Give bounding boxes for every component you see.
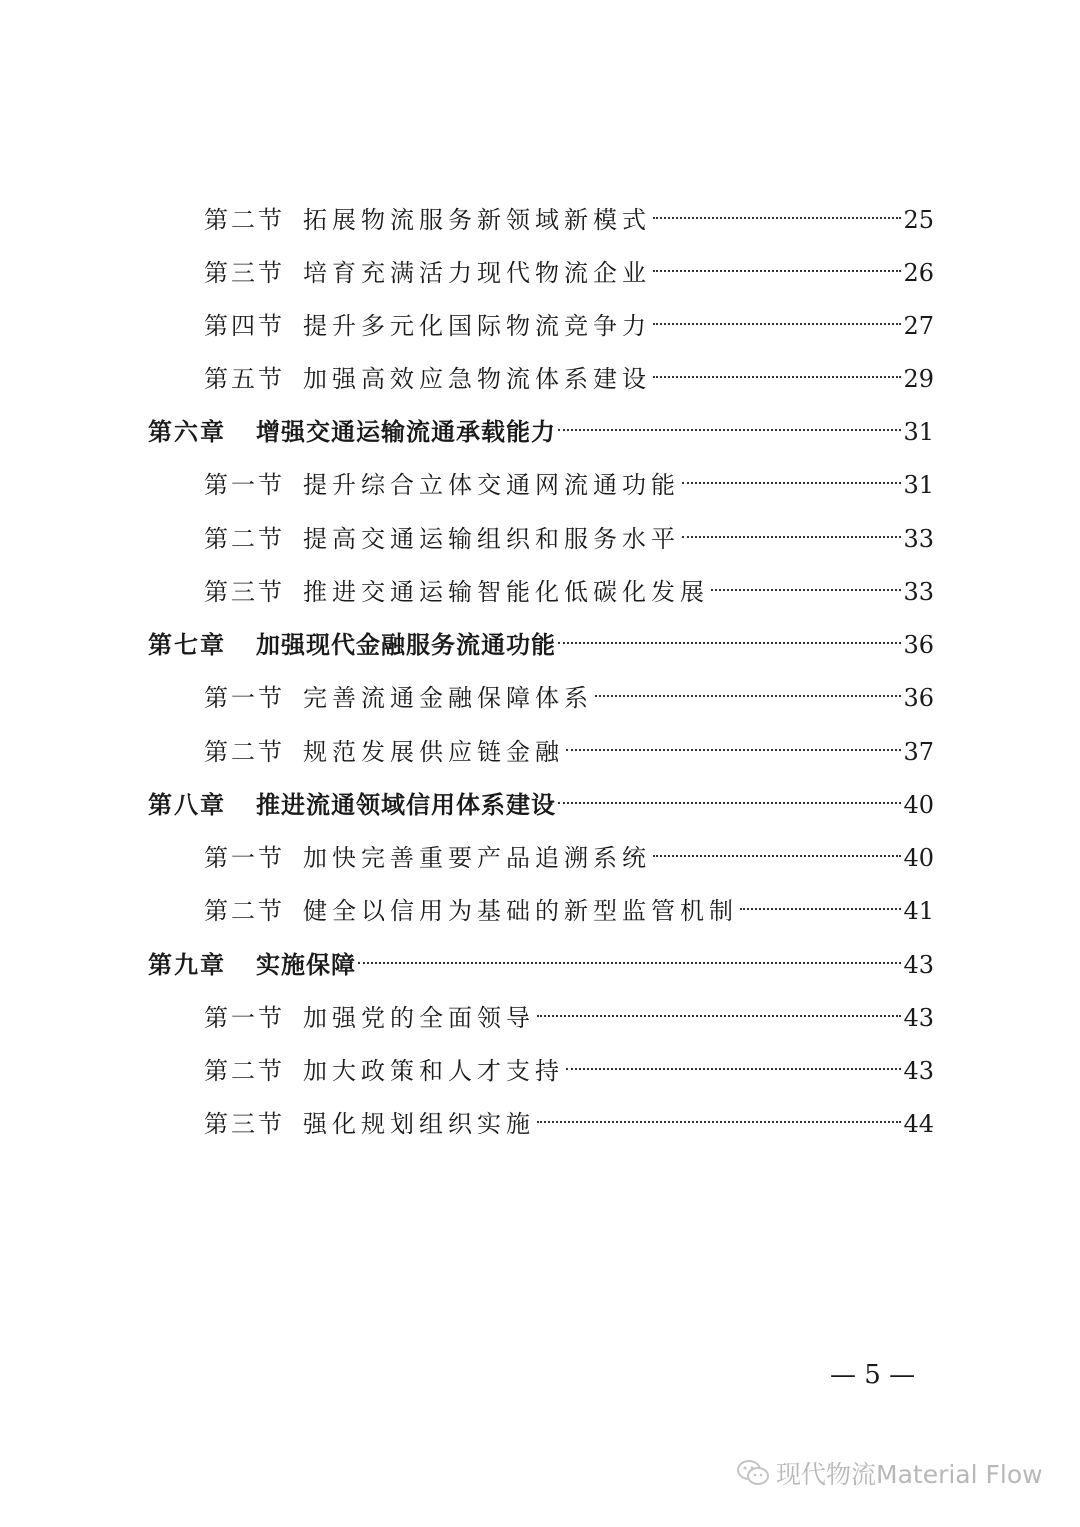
toc-chapter-prefix: 第八章 xyxy=(148,791,226,819)
dot-leader xyxy=(653,347,901,387)
dot-leader xyxy=(711,560,901,600)
toc-entry-prefix: 第一节 xyxy=(204,844,285,872)
toc-entry xyxy=(204,453,934,499)
dot-leader xyxy=(653,294,901,334)
dot-leader xyxy=(566,720,901,760)
dot-leader xyxy=(558,400,901,440)
toc-entry-prefix: 第三节 xyxy=(204,259,285,287)
toc-entry-page: 33 xyxy=(903,578,934,606)
toc-entry-title: 规范发展供应链金融 xyxy=(303,738,564,766)
toc-entry-prefix: 第三节 xyxy=(204,1110,285,1138)
toc-entry-prefix: 第四节 xyxy=(204,312,285,340)
toc-entry-page: 25 xyxy=(903,206,934,234)
toc-entry-title: 推进交通运输智能化低碳化发展 xyxy=(303,578,709,606)
dot-leader xyxy=(682,507,901,547)
toc-entry-page: 40 xyxy=(903,844,934,872)
toc-chapter xyxy=(148,773,934,819)
toc-entry-page: 31 xyxy=(903,471,934,499)
toc-chapter-title: 推进流通领域信用体系建设 xyxy=(256,791,556,819)
toc-entry-prefix: 第二节 xyxy=(204,897,285,925)
toc-entry-prefix: 第二节 xyxy=(204,738,285,766)
toc-entry-page: 43 xyxy=(903,1057,934,1085)
toc-entry-title: 健全以信用为基础的新型监管机制 xyxy=(303,897,738,925)
dot-leader xyxy=(653,241,901,281)
toc-entry-prefix: 第五节 xyxy=(204,365,285,393)
toc-entry-title: 拓展物流服务新领域新模式 xyxy=(303,206,651,234)
toc-entry-title: 完善流通金融保障体系 xyxy=(303,684,593,712)
toc-entry-prefix: 第二节 xyxy=(204,206,285,234)
toc-chapter-title: 加强现代金融服务流通功能 xyxy=(256,631,556,659)
dot-leader xyxy=(653,188,901,228)
toc-entry-page: 29 xyxy=(903,365,934,393)
watermark xyxy=(736,1455,1043,1491)
toc-chapter-prefix: 第九章 xyxy=(148,951,226,979)
toc-entry xyxy=(204,507,934,553)
toc-entry-prefix: 第一节 xyxy=(204,684,285,712)
dot-leader xyxy=(653,826,901,866)
toc-chapter-page: 36 xyxy=(903,631,934,659)
toc-chapter-prefix: 第七章 xyxy=(148,631,226,659)
dot-leader xyxy=(740,879,901,919)
dot-leader xyxy=(558,613,901,653)
toc-entry-title: 培育充满活力现代物流企业 xyxy=(303,259,651,287)
toc-entry-page: 33 xyxy=(903,525,934,553)
dot-leader xyxy=(566,1039,901,1079)
toc-entry xyxy=(204,986,934,1032)
toc-entry-prefix: 第一节 xyxy=(204,1004,285,1032)
wechat-icon xyxy=(736,1458,770,1488)
toc-entry xyxy=(204,347,934,393)
toc-entry-page: 37 xyxy=(903,738,934,766)
toc-entry xyxy=(204,188,934,234)
toc-chapter-title: 实施保障 xyxy=(256,951,356,979)
toc-entry-page: 36 xyxy=(903,684,934,712)
dot-leader xyxy=(558,773,901,813)
toc-chapter xyxy=(148,933,934,979)
toc-entry-page: 43 xyxy=(903,1004,934,1032)
toc-chapter xyxy=(148,400,934,446)
toc-entry-title: 提升综合立体交通网流通功能 xyxy=(303,471,680,499)
toc-entry-title: 加快完善重要产品追溯系统 xyxy=(303,844,651,872)
toc-entry-prefix: 第二节 xyxy=(204,525,285,553)
toc-entry-title: 提高交通运输组织和服务水平 xyxy=(303,525,680,553)
toc-entry-page: 44 xyxy=(903,1110,934,1138)
toc-entry-prefix: 第一节 xyxy=(204,471,285,499)
toc-entry xyxy=(204,241,934,287)
toc-entry xyxy=(204,720,934,766)
toc-entry-title: 加强党的全面领导 xyxy=(303,1004,535,1032)
dot-leader xyxy=(537,1092,901,1132)
toc-entry xyxy=(204,1039,934,1085)
toc-entry xyxy=(204,879,934,925)
dot-leader xyxy=(537,986,901,1026)
toc-chapter xyxy=(148,613,934,659)
toc-entry-prefix: 第二节 xyxy=(204,1057,285,1085)
toc-chapter-page: 40 xyxy=(903,791,934,819)
toc-entry xyxy=(204,1092,934,1138)
toc-entry xyxy=(204,560,934,606)
toc-entry xyxy=(204,294,934,340)
page-number: — 5 — xyxy=(830,1360,916,1390)
toc-entry-title: 加强高效应急物流体系建设 xyxy=(303,365,651,393)
toc-entry-title: 提升多元化国际物流竞争力 xyxy=(303,312,651,340)
toc-chapter-page: 31 xyxy=(903,418,934,446)
toc-chapter-page: 43 xyxy=(903,951,934,979)
dot-leader xyxy=(358,933,901,973)
toc-chapter-prefix: 第六章 xyxy=(148,418,226,446)
dot-leader xyxy=(595,666,901,706)
toc-entry xyxy=(204,666,934,712)
toc-entry-page: 41 xyxy=(903,897,934,925)
toc-chapter-title: 增强交通运输流通承载能力 xyxy=(256,418,556,446)
dot-leader xyxy=(682,453,901,493)
toc-entry xyxy=(204,826,934,872)
toc-entry-title: 强化规划组织实施 xyxy=(303,1110,535,1138)
watermark-text: 现代物流Material Flow xyxy=(776,1460,1043,1489)
toc-entry-page: 26 xyxy=(903,259,934,287)
toc-entry-title: 加大政策和人才支持 xyxy=(303,1057,564,1085)
toc-entry-page: 27 xyxy=(903,312,934,340)
toc-entry-prefix: 第三节 xyxy=(204,578,285,606)
